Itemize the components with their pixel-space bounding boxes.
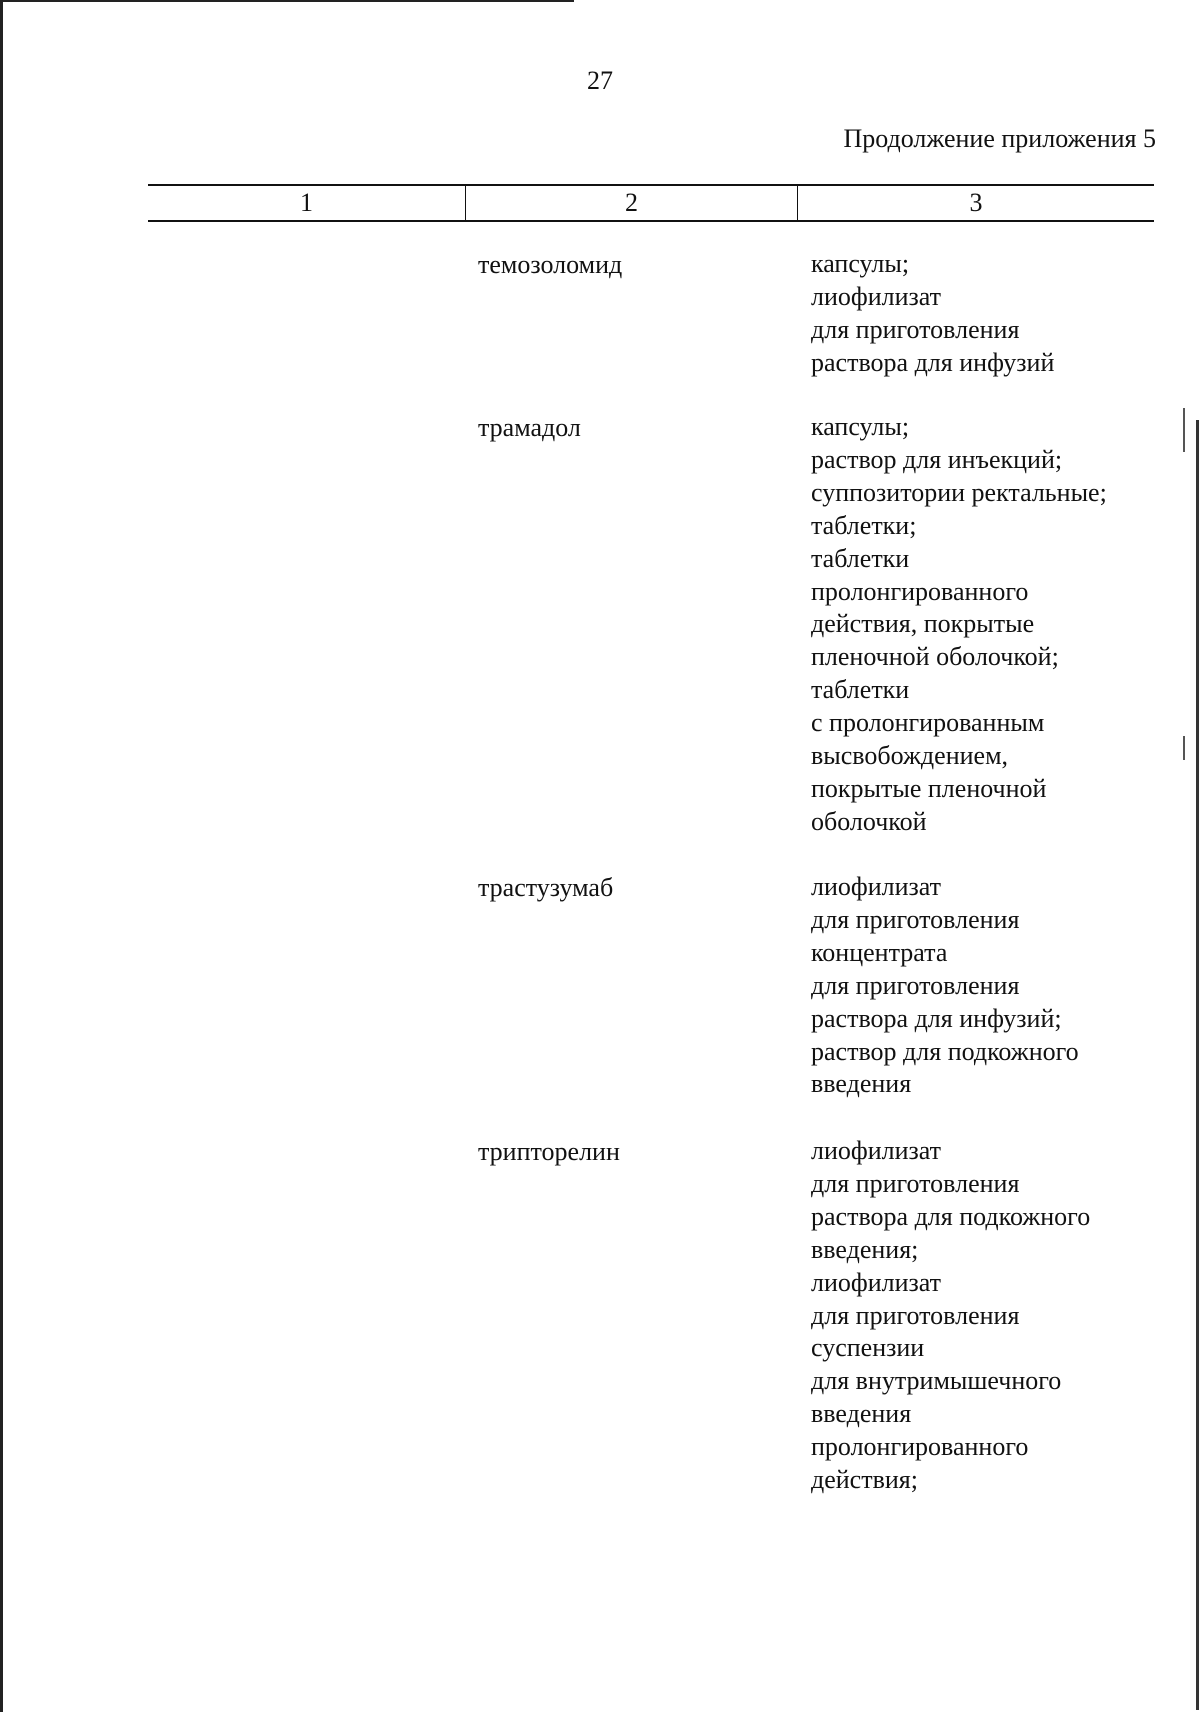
dosage-form-line: таблетки [811, 543, 910, 573]
dosage-form-line: покрытые пленочной [811, 773, 1047, 803]
scan-edge-right [1196, 420, 1199, 1710]
dosage-form-line: лиофилизат [811, 281, 942, 311]
dosage-form-line: раствора для инфузий; [811, 1003, 1062, 1033]
dosage-form-line: раствор для инъекций; [811, 444, 1063, 474]
column-header-2: 2 [466, 186, 798, 220]
dosage-form-line: для внутримышечного [811, 1366, 1062, 1396]
page-number: 27 [587, 66, 613, 95]
dosage-form-line: пролонгированного [811, 576, 1029, 606]
dosage-form-line: для приготовления [811, 1300, 1020, 1330]
dosage-form-line: таблетки [811, 675, 910, 705]
dosage-form-line: введения; [811, 1234, 919, 1264]
drug-name: трастузумаб [478, 873, 614, 902]
dosage-form-line: суспензии [811, 1333, 925, 1363]
drug-name: темозоломид [478, 250, 623, 279]
dosage-form-line: пленочной оболочкой; [811, 642, 1059, 672]
dosage-forms [811, 411, 1196, 839]
dosage-form-line: высвобождением, [811, 741, 1009, 771]
table-header [148, 184, 1154, 222]
dosage-forms [811, 1135, 1196, 1497]
dosage-form-line: введения [811, 1399, 912, 1429]
dosage-form-line: раствор для подкожного [811, 1036, 1079, 1066]
column-header-1: 1 [148, 186, 466, 220]
dosage-form-line: для приготовления [811, 970, 1020, 1000]
dosage-form-line: пролонгированного [811, 1432, 1029, 1462]
dosage-form-line: раствора для подкожного [811, 1201, 1091, 1231]
dosage-form-line: капсулы; [811, 249, 910, 278]
column-header-3: 3 [969, 188, 983, 217]
dosage-form-line: для приготовления [811, 314, 1020, 344]
appendix-title: Продолжение приложения 5 [843, 124, 1156, 153]
dosage-form-line: раствора для инфузий [811, 347, 1055, 377]
dosage-form-line: действия, покрытые [811, 609, 1035, 639]
scan-edge-left [0, 0, 3, 1712]
dosage-form-line: действия; [811, 1465, 918, 1495]
dosage-form-line: для приготовления [811, 904, 1020, 934]
dosage-form-line: таблетки; [811, 510, 917, 540]
drug-name: трамадол [478, 413, 581, 442]
dosage-form-line: введения [811, 1069, 912, 1099]
dosage-form-line: лиофилизат [811, 872, 942, 901]
dosage-forms [811, 248, 1196, 380]
drug-name: трипторелин [478, 1137, 620, 1166]
dosage-form-line: лиофилизат [811, 1136, 942, 1165]
dosage-form-line: для приготовления [811, 1168, 1020, 1198]
dosage-form-line: суппозитории ректальные; [811, 477, 1107, 507]
dosage-forms [811, 871, 1196, 1101]
dosage-form-line: концентрата [811, 937, 948, 967]
scan-edge-top [0, 0, 574, 2]
dosage-form-line: лиофилизат [811, 1267, 942, 1297]
dosage-form-line: оболочкой [811, 806, 927, 836]
dosage-form-line: капсулы; [811, 412, 910, 441]
dosage-form-line: с пролонгированным [811, 708, 1045, 738]
